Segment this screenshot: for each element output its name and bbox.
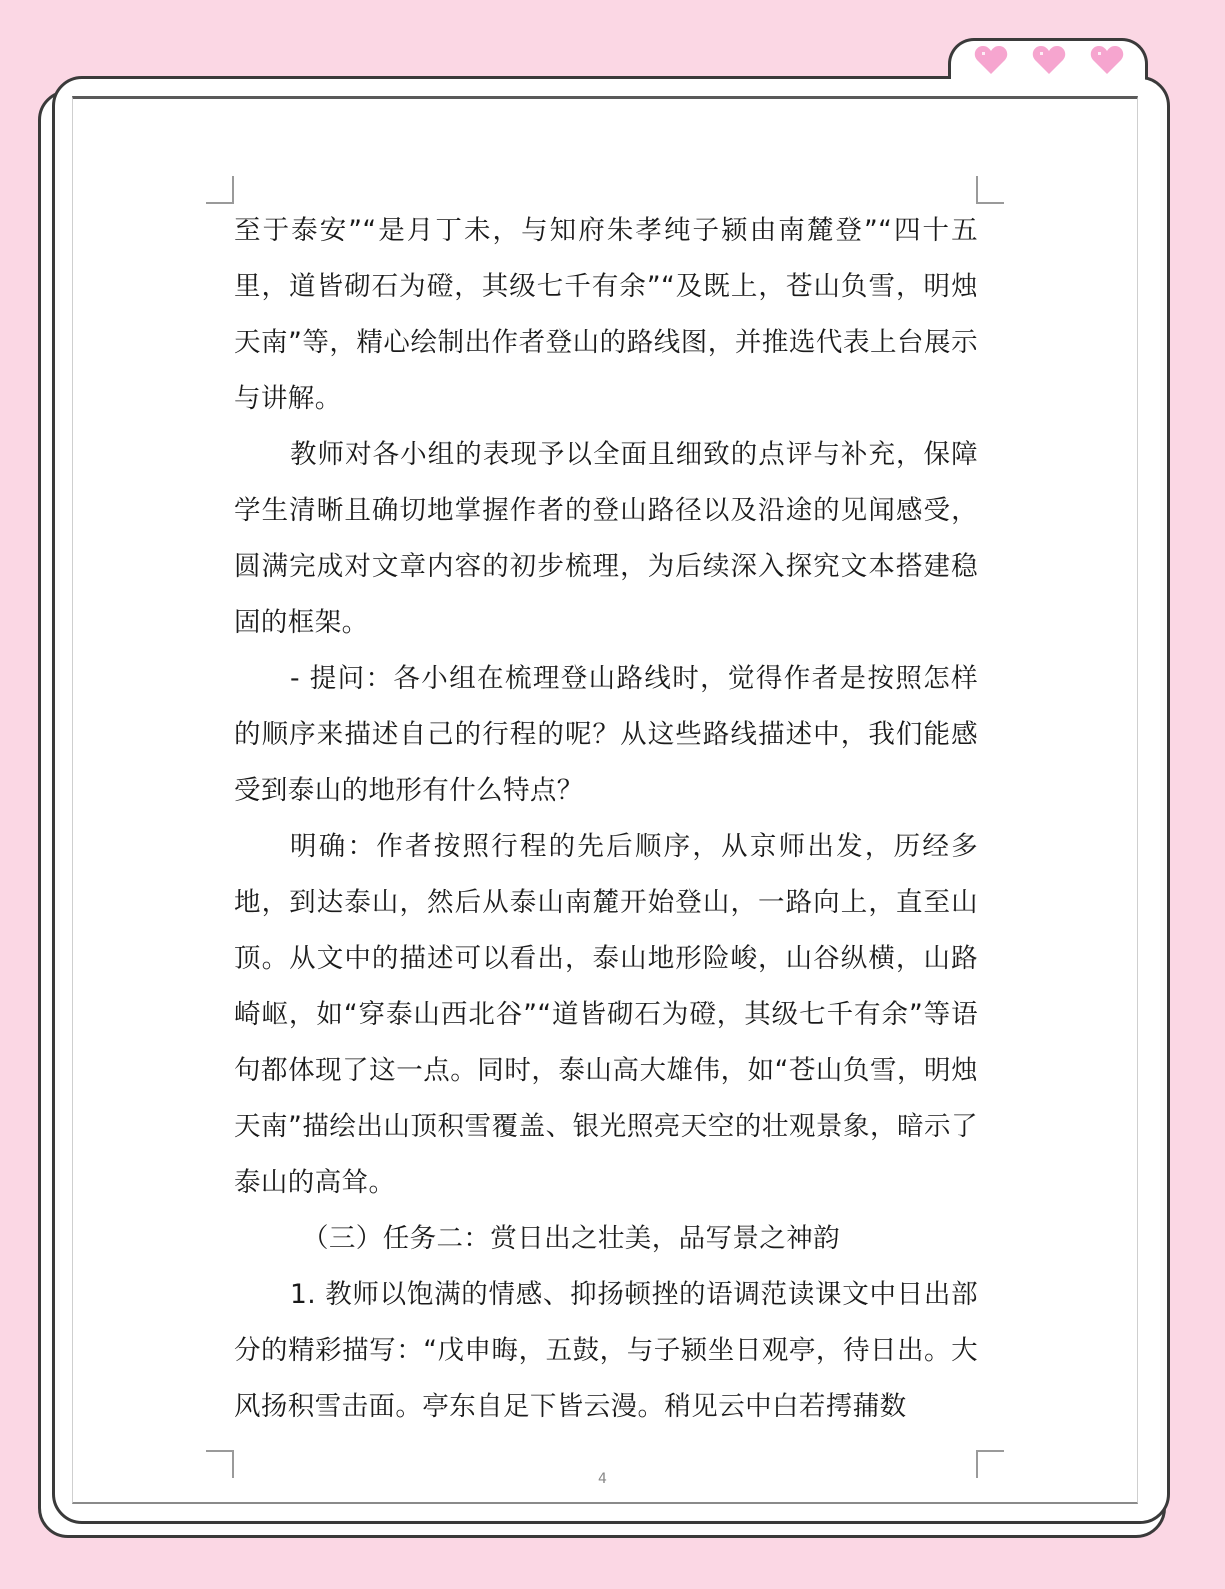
document-body — [234, 203, 978, 1435]
crop-mark-top-left — [206, 176, 234, 204]
page-number: 4 — [598, 1471, 607, 1487]
heart-icon — [1090, 44, 1124, 76]
answer-paragraph: 明确：作者按照行程的先后顺序，从京师出发，历经多地，到达泰山，然后从泰山南麓开始登山，一路向上，直至山顶。从文中的描述可以看出，泰山地形险峻，山谷纵横，山路崎岖，如“穿泰山西北谷”“道皆砌石为磴，其级七千有余”等语句都体现了这一点。同时，泰山高大雄伟，如“苍山负雪，明烛天南”描绘出山顶积雪覆盖、银光照亮天空的壮观景象，暗示了泰山的高耸。 — [234, 831, 978, 1198]
question-paragraph: - 提问：各小组在梳理登山路线时，觉得作者是按照怎样的顺序来描述自己的行程的呢？从这些路线描述中，我们能感受到泰山的地形有什么特点？ — [234, 663, 978, 806]
hearts-decoration — [970, 44, 1130, 80]
paragraph: 至于泰安”“是月丁未，与知府朱孝纯子颍由南麓登”“四十五里，道皆砌石为磴，其级七千有余”“及既上，苍山负雪，明烛天南”等，精心绘制出作者登山的路线图，并推选代表上台展示与讲解。 — [234, 215, 978, 414]
paragraph: 1. 教师以饱满的情感、抑扬顿挫的语调范读课文中日出部分的精彩描写：“戊申晦，五鼓，与子颍坐日观亭，待日出。大风扬积雪击面。亭东自足下皆云漫。稍见云中白若摴蒱数 — [234, 1279, 978, 1422]
section-heading: （三）任务二：赏日出之壮美，品写景之神韵 — [302, 1223, 840, 1254]
heart-icon — [1032, 44, 1066, 76]
crop-mark-top-right — [976, 176, 1004, 204]
paragraph: 教师对各小组的表现予以全面且细致的点评与补充，保障学生清晰且确切地掌握作者的登山路径以及沿途的见闻感受，圆满完成对文章内容的初步梳理，为后续深入探究文本搭建稳固的框架。 — [234, 439, 978, 638]
heart-icon — [974, 44, 1008, 76]
